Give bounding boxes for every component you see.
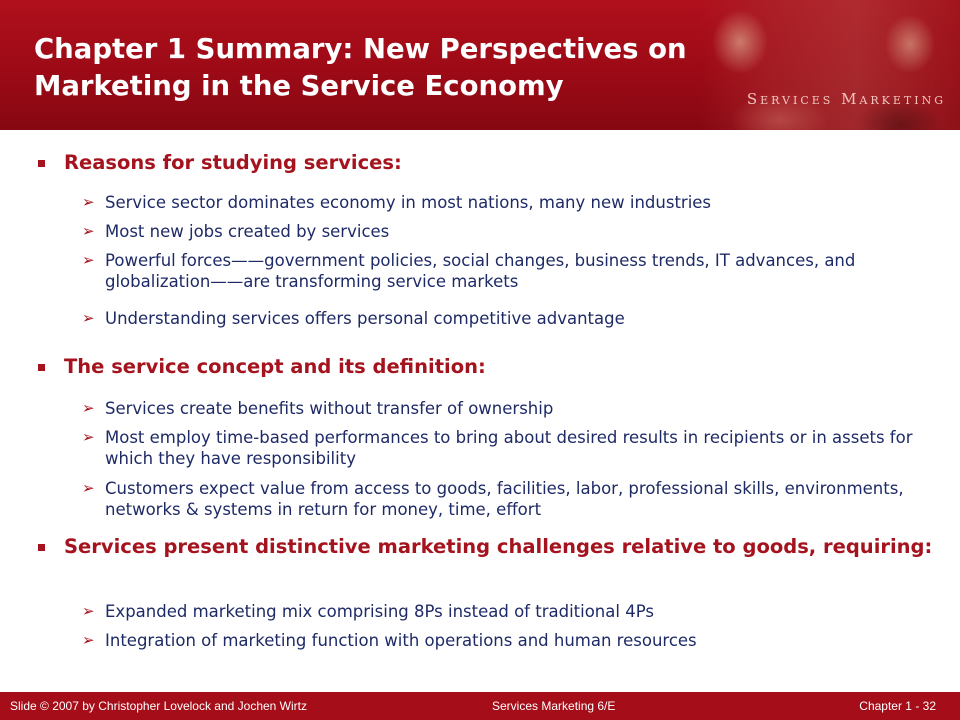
arrow-bullet-icon: ➢	[82, 309, 95, 327]
square-bullet-icon	[38, 160, 45, 167]
footer-book-title: Services Marketing 6/E	[492, 699, 616, 713]
square-bullet-icon	[38, 544, 45, 551]
arrow-bullet-icon: ➢	[82, 399, 95, 417]
section-heading: The service concept and its definition:	[38, 355, 938, 379]
list-item: ➢ Powerful forces——government policies, social changes, business trends, IT advances, and globalization——are transforming service markets	[82, 251, 856, 291]
arrow-bullet-icon: ➢	[82, 479, 95, 497]
list-item: ➢ Services create benefits without transfer of ownership	[82, 399, 554, 418]
footer-copyright: Slide © 2007 by Christopher Lovelock and Jochen Wirtz	[10, 699, 307, 713]
footer-slide-number: Chapter 1 - 32	[859, 699, 936, 713]
arrow-bullet-icon: ➢	[82, 251, 95, 269]
arrow-bullet-icon: ➢	[82, 222, 95, 240]
slide-header	[0, 0, 960, 130]
arrow-bullet-icon: ➢	[82, 602, 95, 620]
slide-title: Chapter 1 Summary: New Perspectives on Marketing in the Service Economy	[34, 33, 687, 102]
section-heading: Services present distinctive marketing challenges relative to goods, requiring:	[38, 535, 938, 559]
list-item: ➢ Most new jobs created by services	[82, 222, 390, 241]
list-item: ➢ Expanded marketing mix comprising 8Ps instead of traditional 4Ps	[82, 602, 654, 621]
list-item: ➢ Most employ time-based performances to bring about desired results in recipients or in assets for which they have responsibility	[82, 428, 913, 468]
list-item: ➢ Integration of marketing function with operations and human resources	[82, 631, 697, 650]
arrow-bullet-icon: ➢	[82, 631, 95, 649]
header-photo	[700, 0, 960, 130]
services-marketing-logo: Services Marketing	[746, 90, 946, 108]
arrow-bullet-icon: ➢	[82, 428, 95, 446]
slide-footer	[0, 692, 960, 720]
list-item: ➢ Customers expect value from access to goods, facilities, labor, professional skills, environments, networks & systems in return for money, time, effort	[82, 479, 904, 519]
list-item: ➢ Service sector dominates economy in most nations, many new industries	[82, 193, 712, 212]
arrow-bullet-icon: ➢	[82, 193, 95, 211]
list-item: ➢ Understanding services offers personal competitive advantage	[82, 309, 625, 328]
square-bullet-icon	[38, 364, 45, 371]
section-heading: Reasons for studying services:	[38, 151, 938, 175]
